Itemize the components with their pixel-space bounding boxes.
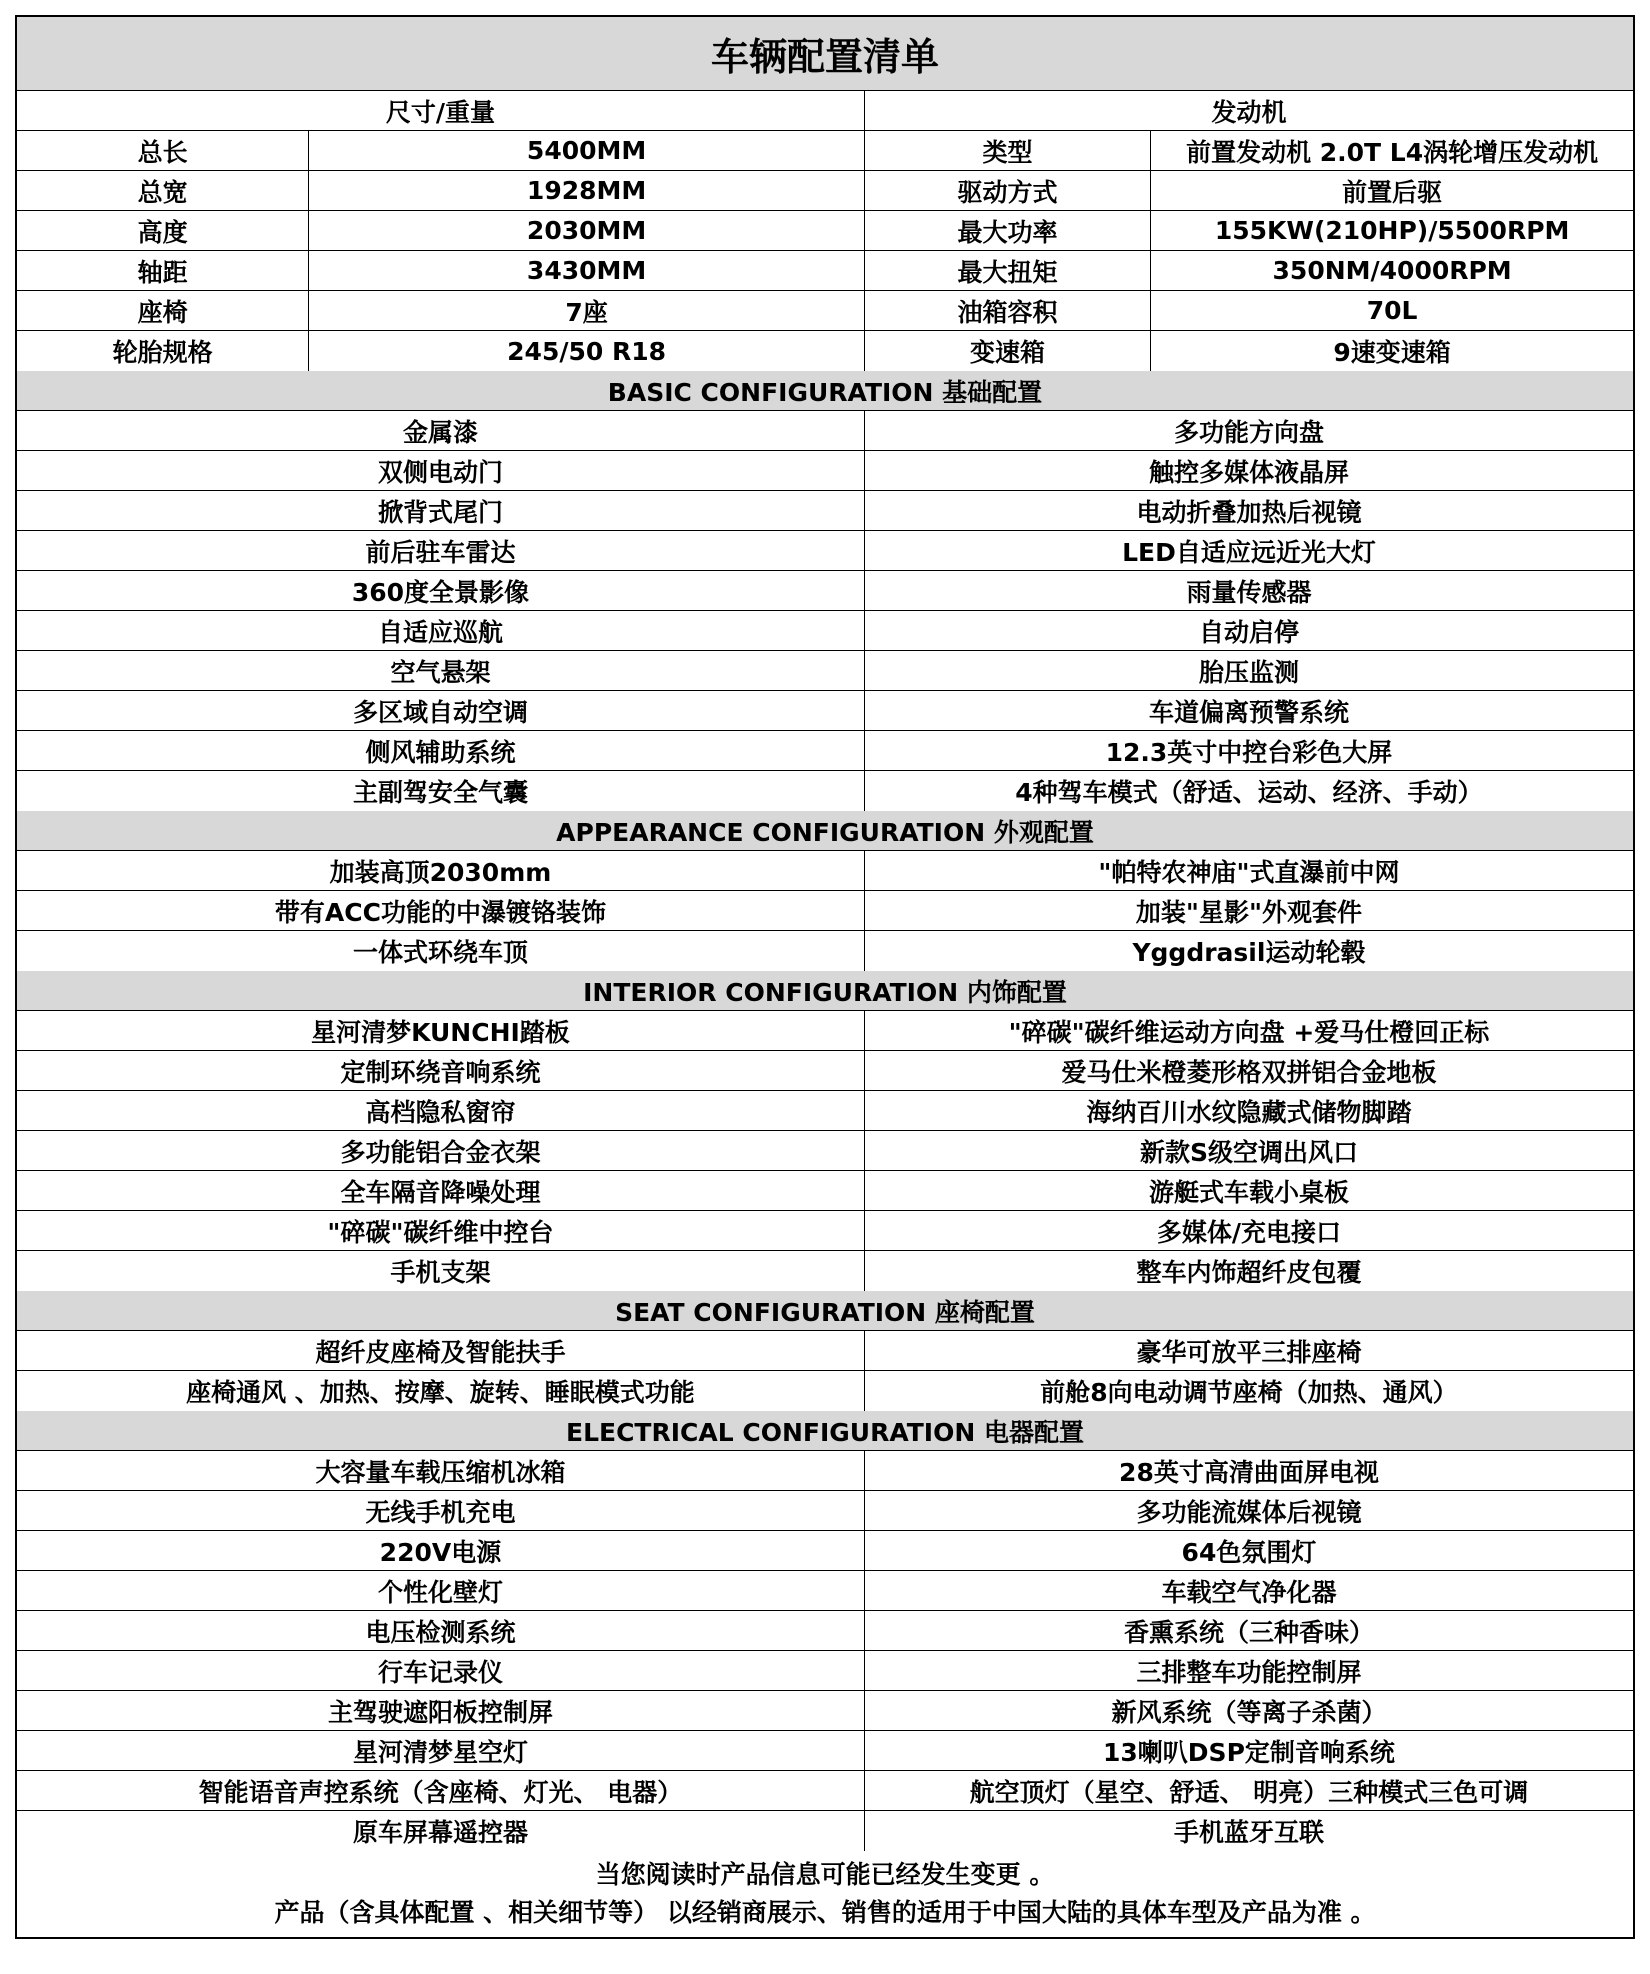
engine-spec-label: 变速箱 bbox=[865, 331, 1151, 371]
feature-row bbox=[17, 851, 1633, 891]
feature-row bbox=[17, 571, 1633, 611]
spec-value: 7座 bbox=[309, 291, 865, 330]
feature-left: 高档隐私窗帘 bbox=[17, 1091, 865, 1130]
spec-label: 轮胎规格 bbox=[17, 331, 309, 371]
feature-left: 多区域自动空调 bbox=[17, 691, 865, 730]
feature-left: 星河清梦星空灯 bbox=[17, 1731, 865, 1770]
feature-row bbox=[17, 491, 1633, 531]
feature-row bbox=[17, 531, 1633, 571]
feature-left: 超纤皮座椅及智能扶手 bbox=[17, 1331, 865, 1370]
feature-right: 触控多媒体液晶屏 bbox=[1148, 457, 1349, 487]
spec-label: 总长 bbox=[17, 131, 309, 170]
feature-right: 多功能流媒体后视镜 bbox=[1136, 1497, 1362, 1527]
feature-left: "碎碳"碳纤维中控台 bbox=[17, 1211, 865, 1250]
feature-row bbox=[17, 1131, 1633, 1171]
interior-rows bbox=[17, 1011, 1633, 1291]
feature-row bbox=[17, 1771, 1633, 1811]
feature-left: 双侧电动门 bbox=[17, 451, 865, 490]
electrical-rows bbox=[17, 1451, 1633, 1851]
feature-left: 220V电源 bbox=[17, 1531, 865, 1570]
feature-row bbox=[17, 691, 1633, 731]
section-header-electrical bbox=[17, 1411, 1633, 1451]
feature-row bbox=[17, 1051, 1633, 1091]
feature-row bbox=[17, 1091, 1633, 1131]
dimension-header-row bbox=[17, 91, 1633, 131]
feature-left: 360度全景影像 bbox=[17, 571, 865, 610]
feature-row bbox=[17, 1491, 1633, 1531]
feature-left: 前后驻车雷达 bbox=[17, 531, 865, 570]
engine-spec-label: 最大功率 bbox=[865, 211, 1151, 250]
engine-spec-label: 最大扭矩 bbox=[865, 251, 1151, 290]
feature-row bbox=[17, 1011, 1633, 1051]
spec-label: 轴距 bbox=[17, 251, 309, 290]
feature-left: 空气悬架 bbox=[17, 651, 865, 690]
engine-spec-label: 油箱容积 bbox=[865, 291, 1151, 330]
section-title-basic: BASIC CONFIGURATION 基础配置 bbox=[607, 377, 1043, 407]
feature-left: 智能语音声控系统（含座椅、灯光、 电器） bbox=[17, 1771, 865, 1810]
feature-row bbox=[17, 891, 1633, 931]
spec-row bbox=[17, 171, 1633, 211]
feature-right: 海纳百川水纹隐藏式储物脚踏 bbox=[1086, 1097, 1412, 1127]
feature-right: 64色氛围灯 bbox=[1181, 1537, 1317, 1567]
feature-left: 座椅通风 、加热、按摩、旋转、睡眠模式功能 bbox=[17, 1371, 865, 1411]
seat-rows bbox=[17, 1331, 1633, 1411]
config-sheet bbox=[15, 15, 1635, 1939]
feature-right: 整车内饰超纤皮包覆 bbox=[1136, 1258, 1362, 1287]
feature-row bbox=[17, 1651, 1633, 1691]
feature-right: 爱马仕米橙菱形格双拼铝合金地板 bbox=[1061, 1057, 1437, 1087]
feature-left: 无线手机充电 bbox=[17, 1491, 865, 1530]
engine-spec-value: 155KW(210HP)/5500RPM bbox=[1214, 216, 1570, 245]
feature-left: 行车记录仪 bbox=[17, 1651, 865, 1690]
feature-right: 新款S级空调出风口 bbox=[1139, 1137, 1358, 1167]
feature-left: 主副驾安全气囊 bbox=[17, 771, 865, 811]
spec-value: 1928MM bbox=[309, 171, 865, 210]
feature-right: "碎碳"碳纤维运动方向盘 +爱马仕橙回正标 bbox=[1008, 1017, 1490, 1047]
feature-left: 个性化壁灯 bbox=[17, 1571, 865, 1610]
spec-value: 3430MM bbox=[309, 251, 865, 290]
feature-right: 航空顶灯（星空、舒适、 明亮）三种模式三色可调 bbox=[969, 1777, 1529, 1807]
engine-spec-value: 前置后驱 bbox=[1342, 177, 1443, 207]
feature-left: 金属漆 bbox=[17, 411, 865, 450]
section-header-seat bbox=[17, 1291, 1633, 1331]
engine-header: 发动机 bbox=[1211, 97, 1287, 127]
feature-right: "帕特农神庙"式直瀑前中网 bbox=[1098, 857, 1400, 887]
spec-row bbox=[17, 131, 1633, 171]
feature-right: Yggdrasil运动轮毂 bbox=[1132, 938, 1366, 967]
footer-line-1: 当您阅读时产品信息可能已经发生变更 。 bbox=[595, 1860, 1055, 1889]
engine-spec-value: 70L bbox=[1366, 296, 1418, 325]
feature-left: 星河清梦KUNCHI踏板 bbox=[17, 1011, 865, 1050]
section-header-basic bbox=[17, 371, 1633, 411]
feature-left: 加装高顶2030mm bbox=[17, 851, 865, 890]
dimensions-header: 尺寸/重量 bbox=[17, 91, 865, 130]
section-title-electrical: ELECTRICAL CONFIGURATION 电器配置 bbox=[566, 1417, 1084, 1447]
feature-left: 手机支架 bbox=[17, 1251, 865, 1291]
spec-row bbox=[17, 291, 1633, 331]
appearance-rows bbox=[17, 851, 1633, 971]
spec-row bbox=[17, 211, 1633, 251]
basic-rows bbox=[17, 411, 1633, 811]
engine-spec-label: 驱动方式 bbox=[865, 171, 1151, 210]
feature-row bbox=[17, 1451, 1633, 1491]
spec-label: 总宽 bbox=[17, 171, 309, 210]
feature-right: 车载空气净化器 bbox=[1161, 1577, 1337, 1607]
section-header-appearance bbox=[17, 811, 1633, 851]
section-title-interior: INTERIOR CONFIGURATION 内饰配置 bbox=[583, 977, 1067, 1007]
feature-left: 侧风辅助系统 bbox=[17, 731, 865, 770]
dimension-rows bbox=[17, 131, 1633, 371]
feature-left: 掀背式尾门 bbox=[17, 491, 865, 530]
feature-left: 带有ACC功能的中瀑镀铬装饰 bbox=[17, 891, 865, 930]
feature-right: LED自适应远近光大灯 bbox=[1122, 537, 1376, 567]
section-title-appearance: APPEARANCE CONFIGURATION 外观配置 bbox=[556, 817, 1094, 847]
feature-right: 三排整车功能控制屏 bbox=[1136, 1657, 1362, 1687]
feature-row bbox=[17, 1251, 1633, 1291]
engine-spec-value: 前置发动机 2.0T L4涡轮增压发动机 bbox=[1186, 137, 1599, 167]
feature-right: 手机蓝牙互联 bbox=[1173, 1818, 1324, 1847]
feature-right: 胎压监测 bbox=[1198, 657, 1299, 687]
page-title: 车辆配置清单 bbox=[710, 35, 939, 79]
feature-left: 原车屏幕遥控器 bbox=[17, 1811, 865, 1851]
feature-row bbox=[17, 651, 1633, 691]
feature-row bbox=[17, 451, 1633, 491]
section-title-seat: SEAT CONFIGURATION 座椅配置 bbox=[615, 1297, 1035, 1327]
feature-row bbox=[17, 1211, 1633, 1251]
feature-right: 自动启停 bbox=[1198, 617, 1299, 647]
feature-row bbox=[17, 931, 1633, 971]
feature-row bbox=[17, 1331, 1633, 1371]
engine-spec-value: 350NM/4000RPM bbox=[1272, 256, 1512, 285]
feature-row bbox=[17, 1171, 1633, 1211]
feature-row bbox=[17, 1371, 1633, 1411]
feature-right: 28英寸高清曲面屏电视 bbox=[1119, 1457, 1379, 1487]
feature-row bbox=[17, 1731, 1633, 1771]
section-header-interior bbox=[17, 971, 1633, 1011]
feature-right: 新风系统（等离子杀菌） bbox=[1111, 1697, 1387, 1727]
feature-left: 大容量车载压缩机冰箱 bbox=[17, 1451, 865, 1490]
feature-right: 12.3英寸中控台彩色大屏 bbox=[1105, 737, 1393, 767]
feature-right: 游艇式车载小桌板 bbox=[1148, 1177, 1349, 1207]
feature-left: 全车隔音降噪处理 bbox=[17, 1171, 865, 1210]
feature-left: 电压检测系统 bbox=[17, 1611, 865, 1650]
feature-right: 前舱8向电动调节座椅（加热、通风） bbox=[1040, 1378, 1458, 1407]
feature-right: 香熏系统（三种香味） bbox=[1123, 1617, 1374, 1647]
title-row bbox=[17, 17, 1633, 91]
spec-row bbox=[17, 251, 1633, 291]
spec-label: 座椅 bbox=[17, 291, 309, 330]
feature-row bbox=[17, 1571, 1633, 1611]
spec-value: 245/50 R18 bbox=[309, 331, 865, 371]
feature-left: 一体式环绕车顶 bbox=[17, 931, 865, 971]
feature-row bbox=[17, 731, 1633, 771]
spec-value: 2030MM bbox=[309, 211, 865, 250]
feature-right: 多媒体/充电接口 bbox=[1156, 1217, 1342, 1247]
feature-row bbox=[17, 1531, 1633, 1571]
feature-row bbox=[17, 1811, 1633, 1851]
feature-row bbox=[17, 411, 1633, 451]
spec-value: 5400MM bbox=[309, 131, 865, 170]
footer-line-2: 产品（含具体配置 、相关细节等） 以经销商展示、销售的适用于中国大陆的具体车型及产品为准 。 bbox=[274, 1898, 1376, 1927]
engine-spec-value: 9速变速箱 bbox=[1333, 338, 1451, 367]
feature-right: 雨量传感器 bbox=[1186, 577, 1312, 607]
feature-right: 电动折叠加热后视镜 bbox=[1136, 497, 1362, 527]
engine-spec-label: 类型 bbox=[865, 131, 1151, 170]
feature-right: 13喇叭DSP定制音响系统 bbox=[1103, 1737, 1395, 1767]
feature-row bbox=[17, 1611, 1633, 1651]
feature-right: 车道偏离预警系统 bbox=[1148, 697, 1349, 727]
feature-row bbox=[17, 611, 1633, 651]
feature-left: 主驾驶遮阳板控制屏 bbox=[17, 1691, 865, 1730]
feature-row bbox=[17, 771, 1633, 811]
feature-right: 多功能方向盘 bbox=[1173, 417, 1324, 447]
feature-right: 豪华可放平三排座椅 bbox=[1136, 1337, 1362, 1367]
spec-row bbox=[17, 331, 1633, 371]
feature-right: 4种驾车模式（舒适、运动、经济、手动） bbox=[1015, 778, 1483, 807]
spec-label: 高度 bbox=[17, 211, 309, 250]
feature-left: 自适应巡航 bbox=[17, 611, 865, 650]
feature-left: 多功能铝合金衣架 bbox=[17, 1131, 865, 1170]
feature-row bbox=[17, 1691, 1633, 1731]
feature-left: 定制环绕音响系统 bbox=[17, 1051, 865, 1090]
feature-right: 加装"星影"外观套件 bbox=[1135, 897, 1362, 927]
footer-disclaimer bbox=[17, 1851, 1633, 1937]
